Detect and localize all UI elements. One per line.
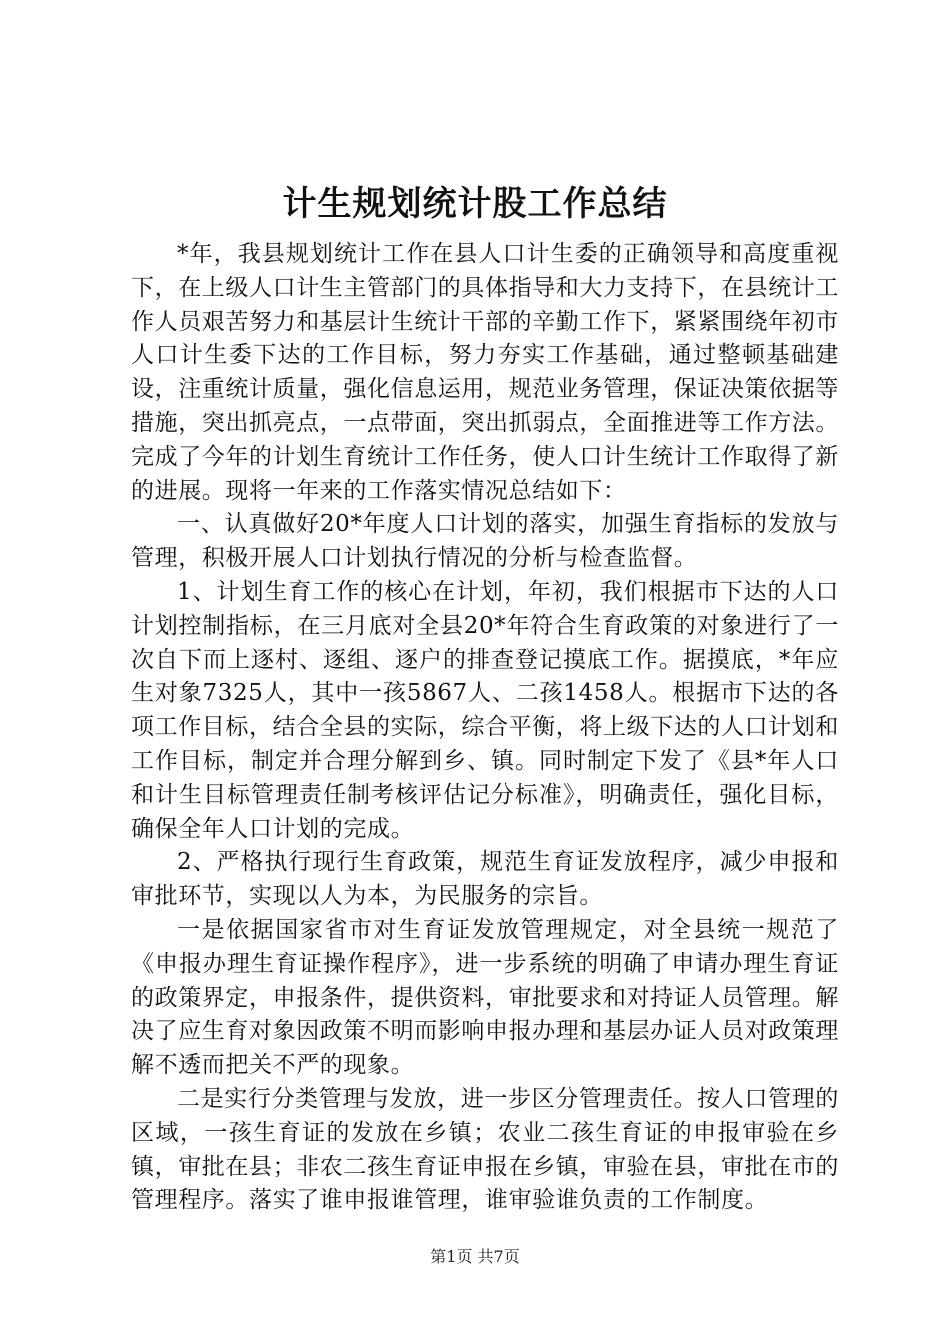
paragraph-intro: *年，我县规划统计工作在县人口计生委的正确领导和高度重视下，在上级人口计生主管部门的具体指导和大力支持下，在县统计工作人员艰苦努力和基层计生统计干部的辛勤工作下，紧紧围绕年初市人口计生委下达的工作目标，努力夯实工作基础，通过整顿基础建设，注重统计质量，强化信息运用，规范业务管理，保证决策依据等措施，突出抓亮点，一点带面，突出抓弱点，全面推进等工作方法。完成了今年的计划生育统计工作任务，使人口计生统计工作取得了新的进展。现将一年来的工作落实情况总结如下： — [131, 241, 839, 504]
paragraph-item-1: 1、计划生育工作的核心在计划，年初，我们根据市下达的人口计划控制指标，在三月底对全县20*年符合生育政策的对象进行了一次自下而上逐村、逐组、逐户的排查登记摸底工作。据摸底，*年应生对象7325人，其中一孩5867人、二孩1458人。根据市下达的各项工作目标，结合全县的实际，综合平衡，将上级下达的人口计划和工作目标，制定并合理分解到乡、镇。同时制定下发了《县*年人口和计生目标管理责任制考核评估记分标准》，明确责任，强化目标，确保全年人口计划的完成。 — [131, 578, 839, 842]
page-number-footer: 第1页 共7页 — [430, 1247, 520, 1266]
paragraph-point-2: 二是实行分类管理与发放，进一步区分管理责任。按人口管理的区域，一孩生育证的发放在乡镇；农业二孩生育证的申报审验在乡镇，审批在县；非农二孩生育证申报在乡镇，审验在县，审批在市的管理程序。落实了谁申报谁管理，谁审验谁负责的工作制度。 — [131, 1085, 839, 1214]
document-body — [131, 238, 839, 1218]
paragraph-point-1: 一是依据国家省市对生育证发放管理规定，对全县统一规范了《申报办理生育证操作程序》，进一步系统的明确了申请办理生育证的政策界定，申报条件，提供资料，审批要求和对持证人员管理。解决了应生育对象因政策不明而影响申报办理和基层办证人员对政策理解不透而把关不严的现象。 — [131, 916, 839, 1079]
paragraph-section-1-heading: 一、认真做好20*年度人口计划的落实，加强生育指标的发放与管理，积极开展人口计划执行情况的分析与检查监督。 — [131, 511, 839, 572]
paragraph-item-2: 2、严格执行现行生育政策，规范生育证发放程序，减少申报和审批环节，实现以人为本，为民服务的宗旨。 — [131, 849, 839, 910]
document-title: 计生规划统计股工作总结 — [282, 184, 668, 224]
